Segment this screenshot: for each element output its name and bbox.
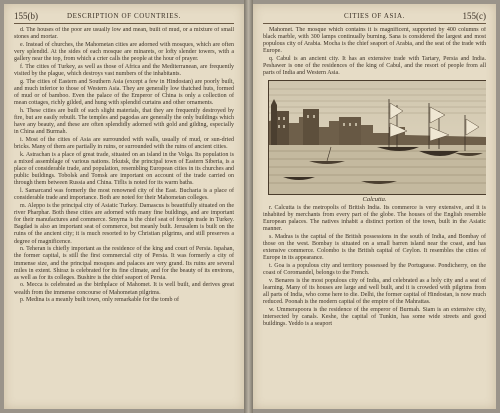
right-bottom-paragraph: r. Calcutta is the metropolis of British India. Its commerce is very extensive, and it is inhabited by merchants from every part of the globe. The houses of the English resemble European palaces. The natives inhabit a distinct portion of the town, built in the Asiatic manner. [263,204,486,233]
right-bottom-paragraph: t. Goa is a populous city and territory possessed by the Portuguese. Pondicherry, on the coast of Coromandel, belongs to the French. [263,263,486,277]
left-page [4,4,244,409]
left-paragraph: h. These cities are built of such slight materials, that they are frequently destroyed by fire, but are easily rebuilt. The temples and pagodas are generally the only buildings which have any beauty, and these are often splendidly adorned with gold and gilding, especially in China and Burmah. [14,107,234,136]
right-text-top [263,27,486,78]
right-text-bottom [263,205,486,329]
right-bottom-paragraph: w. Ummerapoora is the residence of the emperor of Burmah. Siam is an extensive city, intersected by canals. Keshe, the capital of Tunkin, has some wide streets and good buildings. Yeddo is a seaport [263,306,486,328]
right-page-number: 155(c) [462,11,486,21]
calcutta-engraving-icon [269,81,486,194]
left-paragraph: m. Aleppo is the principal city of Asiatic Turkey. Damascus is beautifully situated on the river Pharphar. Both these cities are adorned with many fine buildings, and are important for their manufactures and commerce. Smyrna is the chief seat of foreign trade in Turkey. Bagdad is also an important seat of commerce, but meanly built. Jerusalem is built on the ruins of the ancient city; it is much resorted to by Christian pilgrims, and still preserves a degree of magnificence. [14,202,234,245]
left-paragraph: p. Medina is a meanly built town, only remarkable for the tomb of [20,297,179,304]
left-paragraph: o. Mecca is celebrated as the birthplace of Mahomet. It is well built, and derives great wealth from the immense concourse of Mahometan pilgrims. [14,282,234,296]
left-paragraph: k. Astrachan is a place of great trade, situated on an island in the Volga. Its population is a mixed assemblage of various nations. Irkutsk, the principal town of Eastern Siberia, is a place of considerable trade, and population, resembling European cities in its churches and public buildings. Tobolsk and Tomsk are important on account of the trade carried on through them between Russia and China. Tiflis is noted for its warm baths. [14,151,234,187]
right-top-paragraph: Mahomet. The mosque which contains it is magnificent, supported by 400 columns of black marble, with 300 lamps continually burning. Sana is considered the largest and most populous city of Arabia. Mocha is the chief seaport of Arabia, and the seat of the trade with Europe. [263,27,486,55]
right-top-paragraph: q. Cabul is an ancient city. It has an extensive trade with Tartary, Persia and India. Peshawer is one of the residences of the king of Cabul, and the resort of people from all parts of India and Western Asia. [263,56,486,77]
left-paragraph: i. Most of the cities of Asia are surrounded with walls, usually of mud, or sun-dried bricks. Many of them are partially in ruins, or surrounded with the ruins of ancient cities. [14,136,234,150]
right-bottom-paragraph: v. Benares is the most populous city of India, and celebrated as a holy city and a seat of learning. Many of its houses are large and well built, and it is crowded with pilgrims from all parts of India, who come here to die. Delhi, the former capital of Hindostan, is now much reduced. Poonah is the modern capital of the empire of the Mahrattas. [263,277,486,306]
left-paragraph: l. Samarcand was formerly the most renowned city of the East. Bucharia is a place of considerable trade and importance. Both are noted for their Mahometan colleges. [14,187,234,202]
right-page [253,4,496,409]
left-paragraph: d. The houses of the poor are usually low and mean, built of mud, or a mixture of small stones and mortar. [14,27,234,41]
left-page-number: 155(b) [14,11,38,21]
book-gutter [244,0,253,413]
left-paragraph: f. The cities of Turkey, as well as those of Africa and the Mediterranean, are frequently visited by the plague, which destroys vast numbers of the inhabitants. [14,63,234,77]
illustration-caption: Calcutta. [362,195,387,203]
right-page-header [263,11,486,24]
left-paragraph: g. The cities of Eastern and Southern Asia (except a few in Hindostan) are poorly built, and much inferior to those of Western Asia. They are generally low thatched huts, formed of mud or of bamboo. Even the palace of the Emperor of China is only a collection of mean cottages, richly gilded, and hung with splendid curtains and other ornaments. [14,78,234,107]
calcutta-illustration [268,80,486,195]
left-running-title: DESCRIPTION OF COUNTRIES. [67,12,181,20]
left-page-text [14,27,234,405]
left-paragraph: e. Instead of churches, the Mahometan cities are adorned with mosques, which are often very splendid. At the sides of each mosque are minarets, or lofty slender towers, with a gallery near the top, from which a crier calls the people at the hour of prayer. [14,41,234,63]
right-bottom-paragraph: s. Madras is the capital of the British possessions in the south of India, and Bombay of those on the west. Bombay is situated on a small barren island near the coast, and has extensive commerce. Colombo is the British capital of Ceylon. It resembles the cities of Europe in its appearance. [263,233,486,262]
left-paragraph: n. Teheran is chiefly important as the residence of the king and court of Persia. Ispahan, the former capital, is still the first commercial city of Persia. It was formerly a city of immense size, and the principal mosques and palaces are very grand. Its ruins are several miles in extent. Shiraz is celebrated for its fine climate, and for the beauty of its environs, as well as for its colleges. Bushire is the chief seaport of Persia. [14,246,234,281]
left-page-header [14,11,234,24]
right-running-title: CITIES OF ASIA. [344,12,405,20]
right-page-text [263,27,486,405]
